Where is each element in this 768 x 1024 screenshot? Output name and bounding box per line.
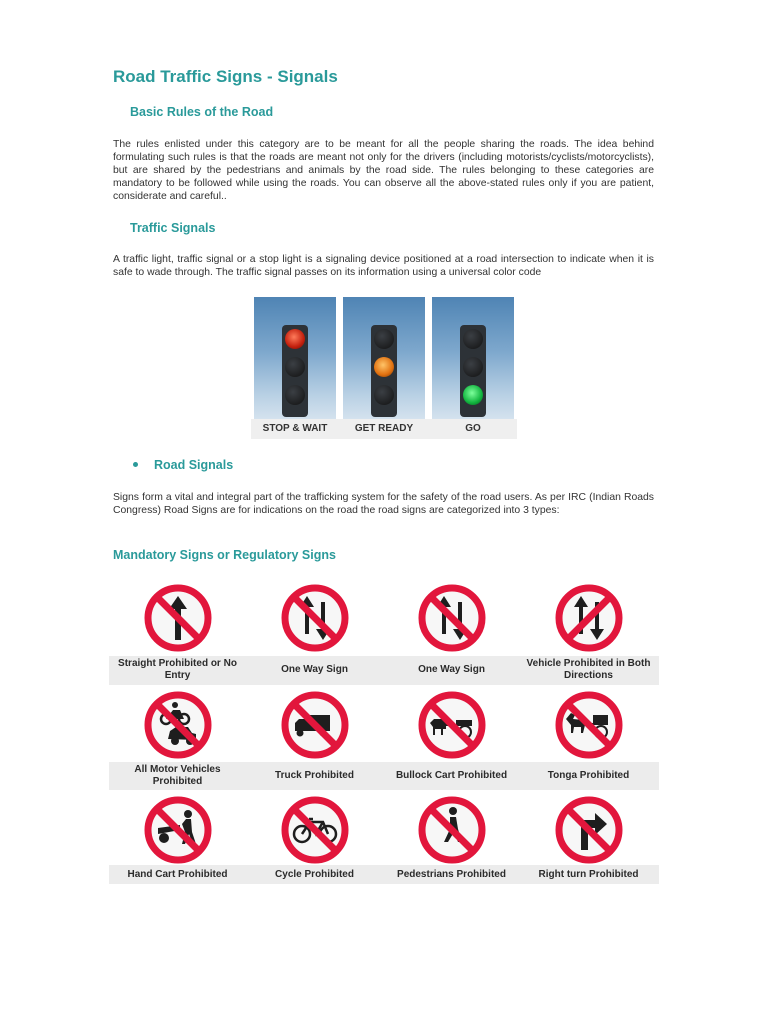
sign-vehicle-both-directions — [520, 578, 657, 655]
straight-arrow-icon — [142, 582, 214, 654]
motor-vehicles-icon — [142, 689, 214, 761]
sign-straight-prohibited — [109, 578, 246, 655]
red-lamp-lit — [285, 329, 305, 349]
signal-housing — [282, 325, 308, 417]
sign-hand-cart-prohibited — [109, 790, 246, 867]
sign-motor-vehicles-prohibited — [109, 685, 246, 762]
pedestrian-icon — [416, 794, 488, 866]
traffic-light-green — [432, 297, 514, 419]
sign-bullock-cart-prohibited — [383, 685, 520, 762]
mandatory-signs-heading: Mandatory Signs or Regulatory Signs — [113, 548, 336, 562]
basic-rules-text: The rules enlisted under this category are to be meant for all the people sharing the roads. The idea behind formulating such rules is that the roads are meant not only for the drivers (including motorists/cyclists/motorcyclists), but are shared by the pedestrians and animals by the road side. The rules belonging to these categories are mandatory to be followed while using the roads. You can observe all the above-stated rules only if you are patient, considerate and careful.. — [113, 139, 654, 202]
sign-cycle-prohibited — [246, 790, 383, 867]
traffic-lights-figure — [251, 297, 517, 440]
red-lamp — [374, 329, 394, 349]
green-lamp — [285, 385, 305, 405]
page-title: Road Traffic Signs - Signals — [113, 67, 338, 86]
traffic-lights-caption-bar — [251, 419, 517, 439]
one-way-arrows-icon — [279, 582, 351, 654]
two-way-arrows-icon — [553, 582, 625, 654]
sign-pedestrians-prohibited — [383, 790, 520, 867]
traffic-signals-text: A traffic light, traffic signal or a stop light is a signaling device positioned at a road intersection to indicate when it is safe to wade through. The traffic signal passes on its information using a universal color code — [113, 254, 654, 278]
one-way-arrows-icon — [416, 582, 488, 654]
caption-stop-wait: STOP & WAIT — [262, 423, 328, 434]
traffic-light-red — [254, 297, 336, 419]
signal-housing — [371, 325, 397, 417]
caption-bar — [109, 656, 659, 685]
amber-lamp — [463, 357, 483, 377]
sign-tonga-prohibited — [520, 685, 657, 762]
bullet-dot — [133, 462, 138, 467]
traffic-signals-heading: Traffic Signals — [130, 221, 216, 235]
amber-lamp-lit — [374, 357, 394, 377]
road-signals-bullet — [133, 458, 233, 472]
right-turn-icon — [553, 794, 625, 866]
caption-bar — [109, 865, 659, 884]
sign-one-way-1 — [246, 578, 383, 655]
sign-one-way-2 — [383, 578, 520, 655]
hand-cart-icon — [142, 794, 214, 866]
green-lamp — [374, 385, 394, 405]
sign-caption: Right turn Prohibited — [538, 868, 639, 880]
sign-caption: Tonga Prohibited — [547, 770, 630, 781]
sign-right-turn-prohibited — [520, 790, 657, 867]
sign-caption: Truck Prohibited — [275, 770, 354, 781]
road-signals-heading: Road Signals — [154, 458, 234, 472]
sign-caption: All Motor Vehicles Prohibited — [134, 764, 221, 787]
truck-icon — [279, 689, 351, 761]
basic-rules-heading: Basic Rules of the Road — [130, 105, 274, 119]
sign-row — [109, 685, 659, 790]
sign-caption: One Way Sign — [281, 664, 348, 675]
road-signals-text: Signs form a vital and integral part of the trafficking system for the safety of the road users. As per IRC (Indian Roads Congress) Road Signs are for indications on the road the road signs are categorized into 3 types: — [113, 492, 654, 516]
bullock-cart-icon — [416, 689, 488, 761]
caption-go: GO — [465, 423, 481, 434]
signal-housing — [460, 325, 486, 417]
caption-get-ready: GET READY — [354, 423, 414, 434]
green-lamp-lit — [463, 385, 483, 405]
cycle-icon — [279, 794, 351, 866]
sign-caption: Straight Prohibited or No Entry — [118, 658, 237, 681]
tonga-icon — [553, 689, 625, 761]
sign-table — [109, 578, 659, 884]
sign-caption: Pedestrians Prohibited — [397, 868, 506, 880]
caption-bar — [109, 762, 659, 790]
amber-lamp — [285, 357, 305, 377]
sign-caption: Cycle Prohibited — [275, 868, 354, 880]
red-lamp — [463, 329, 483, 349]
sign-caption: One Way Sign — [418, 664, 485, 675]
sign-row — [109, 578, 659, 685]
sign-caption: Vehicle Prohibited in Both Directions — [526, 658, 651, 681]
sign-row — [109, 790, 659, 884]
traffic-light-amber — [343, 297, 425, 419]
sign-truck-prohibited — [246, 685, 383, 762]
sign-caption: Hand Cart Prohibited — [127, 868, 228, 880]
sign-caption: Bullock Cart Prohibited — [395, 770, 508, 781]
